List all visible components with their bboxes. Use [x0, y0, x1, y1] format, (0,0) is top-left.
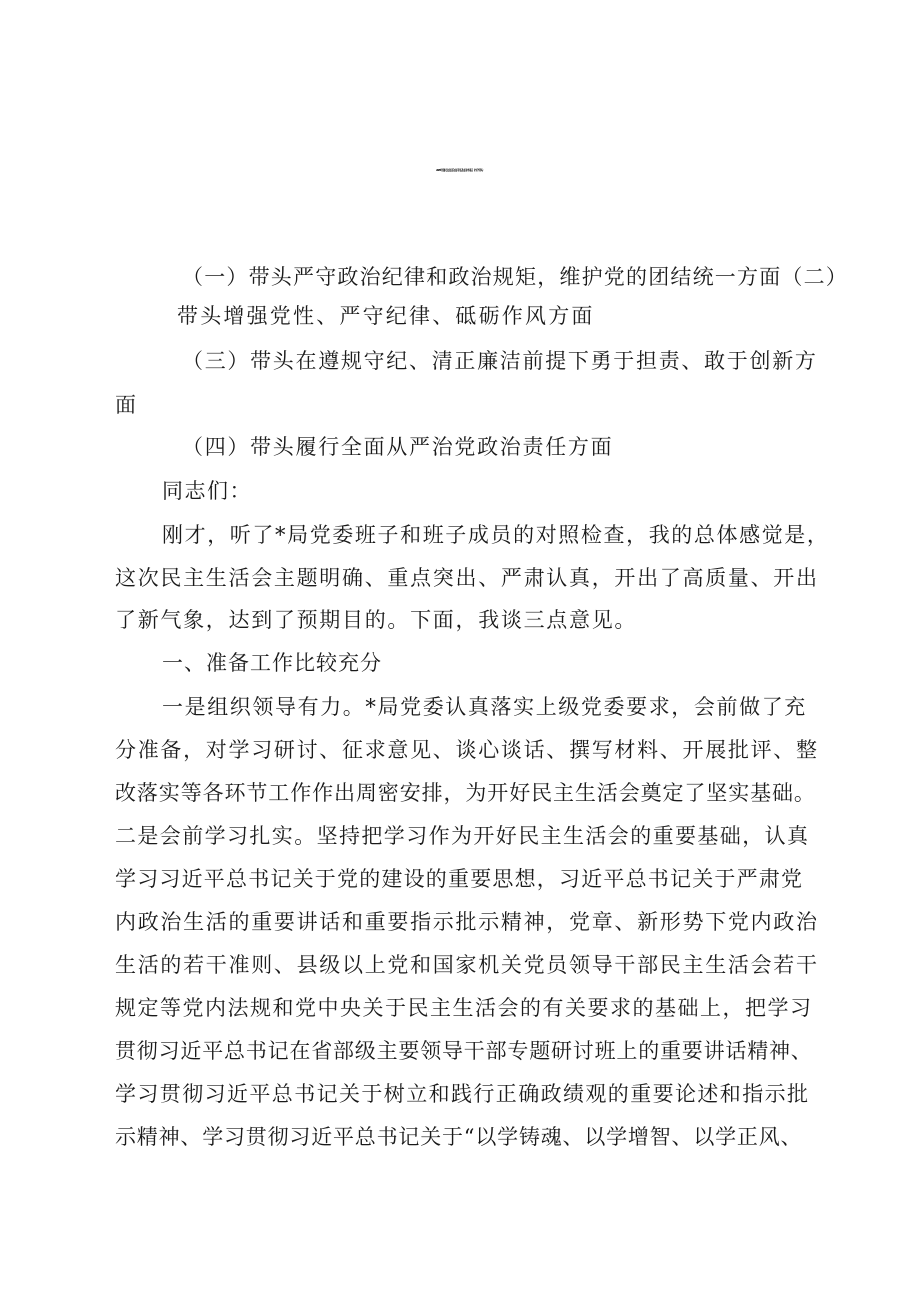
body-line-8: 规定等党内法规和党中央关于民主生活会的有关要求的基础上，把学习	[115, 996, 813, 1020]
outline-line-5: （四）带头履行全面从严治党政治责任方面	[182, 435, 614, 459]
body-line-5: 学习习近平总书记关于党的建设的重要思想，习近平总书记关于严肃党	[115, 867, 804, 891]
outline-line-1: （一）带头严守政治纪律和政治规矩，维护党的团结统一方面（二）	[182, 265, 848, 289]
outline-line-4: 面	[115, 393, 138, 417]
body-line-10: 学习贯彻习近平总书记关于树立和践行正确政绩观的重要论述和指示批	[115, 1082, 810, 1106]
body-line-3: 改落实等各环节工作作出周密安排，为开好民主生活会奠定了坚实基础。	[115, 781, 816, 805]
section-heading-1: 一、准备工作比较充分	[162, 651, 382, 675]
intro-line-2: 这次民主生活会主题明确、重点突出、严肃认真，开出了高质量、开出	[115, 566, 819, 590]
outline-line-3: （三）带头在遵规守纪、清正廉洁前提下勇于担责、敢于创新方	[182, 349, 818, 373]
salutation: 同志们：	[162, 479, 252, 503]
outline-line-2: 带头增强党性、严守纪律、砥砺作风方面	[177, 304, 595, 328]
document-title: 2025年度民主生活会主持及总结点评讲话（四个带头）	[435, 168, 485, 172]
body-line-7: 生活的若干准则、县级以上党和国家机关党员领导干部民主生活会若干	[115, 953, 819, 977]
body-line-4: 二是会前学习扎实。坚持把学习作为开好民主生活会的重要基础，认真	[115, 824, 810, 848]
intro-line-1: 刚才，听了*局党委班子和班子成员的对照检查，我的总体感觉是，	[162, 523, 830, 547]
body-line-11: 示精神、学习贯彻习近平总书记关于“以学铸魂、以学增智、以学正风、	[115, 1125, 803, 1149]
body-line-9: 贯彻习近平总书记在省部级主要领导干部专题研讨班上的重要讲话精神、	[115, 1039, 813, 1063]
body-line-2: 分准备，对学习研讨、征求意见、谈心谈话、撰写材料、开展批评、整	[115, 738, 819, 762]
body-line-6: 内政治生活的重要讲话和重要指示批示精神，党章、新形势下党内政治	[115, 910, 819, 934]
intro-line-3: 了新气象，达到了预期目的。下面，我谈三点意见。	[115, 608, 638, 632]
body-line-1: 一是组织领导有力。*局党委认真落实上级党委要求，会前做了充	[162, 695, 807, 719]
